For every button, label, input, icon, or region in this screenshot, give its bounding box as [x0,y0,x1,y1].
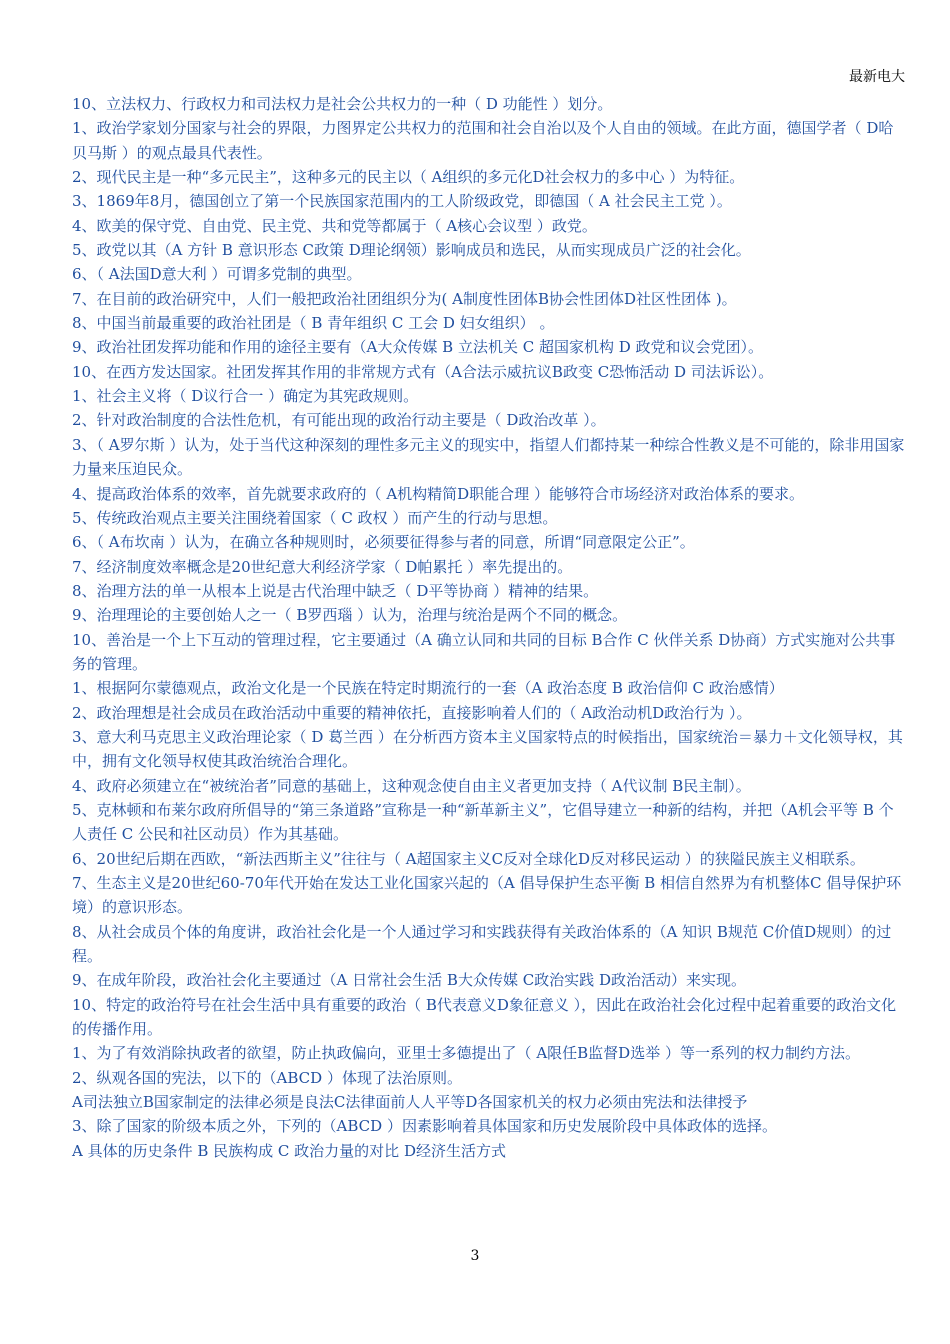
text-line: 8、治理方法的单一从根本上说是古代治理中缺乏（ D平等协商 ）精神的结果。 [72,581,599,600]
text-line: 2、纵观各国的宪法，以下的（ABCD ）体现了法治原则。 [72,1068,462,1087]
page-number: 3 [470,1248,480,1264]
text-line: 1、根据阿尔蒙德观点，政治文化是一个民族在特定时期流行的一套（A 政治态度 B 政治信仰 C 政治感情） [72,679,784,698]
text-line: 9、在成年阶段，政治社会化主要通过（A 日常社会生活 B大众传媒 C政治实践 D政治活动）来实现。 [72,971,746,990]
text-line: 9、治理理论的主要创始人之一（ B罗西瑙 ）认为，治理与统治是两个不同的概念。 [72,606,628,625]
header-note: 最新电大 [849,69,905,85]
text-line: 4、欧美的保守党、自由党、民主党、共和党等都属于（ A核心会议型 ）政党。 [72,216,597,235]
text-line: 10、善治是一个上下互动的管理过程，它主要通过（A 确立认同和共同的目标 B合作 C 伙伴关系 D协商）方式实施对公共事务的管理。 [72,630,896,673]
text-line: A司法独立B国家制定的法律必须是良法C法律面前人人平等D各国家机关的权力必须由宪法和法律授予 [72,1093,748,1112]
text-line: 2、政治理想是社会成员在政治活动中重要的精神依托，直接影响着人们的（ A政治动机D政治行为 ）。 [72,703,752,722]
text-line: 4、政府必须建立在“被统治者”同意的基础上，这种观念使自由主义者更加支持（ A代议制 B民主制）。 [72,776,751,795]
text-line: 6、（ A法国D意大利 ）可谓多党制的典型。 [72,265,362,284]
text-line: 2、针对政治制度的合法性危机，有可能出现的政治行动主要是（ D政治改革 ）。 [72,411,606,430]
text-line: 10、特定的政治符号在社会生活中具有重要的政治（ B代表意义D象征意义 ），因此在政治社会化过程中起着重要的政治文化的传播作用。 [72,995,897,1039]
text-line: 5、传统政治观点主要关注围绕着国家（ C 政权 ）而产生的行动与思想。 [72,508,558,527]
text-line: 5、克林顿和布莱尔政府所倡导的“第三条道路”宣称是一种“新革新主义”，它倡导建立一种新的结构，并把（A机会平等 B 个人责任 C 公民和社区动员）作为其基础。 [72,800,894,844]
text-line: 3、（ A罗尔斯 ）认为，处于当代这种深刻的理性多元主义的现实中，指望人们都持某一种综合性教义是不可能的，除非用国家力量来压迫民众。 [72,435,905,479]
text-line: 7、生态主义是20世纪60-70年代开始在发达工业化国家兴起的（A 倡导保护生态平衡 B 相信自然界为有机整体C 倡导保护环境）的意识形态。 [72,874,902,917]
document-body [72,92,908,1163]
text-line: 8、中国当前最重要的政治社团是（ B 青年组织 C 工会 D 妇女组织） 。 [72,314,555,333]
text-line: 10、立法权力、行政权力和司法权力是社会公共权力的一种（ D 功能性 ）划分。 [72,95,613,113]
text-line: 6、（ A布坎南 ）认为，在确立各种规则时，必须要征得参与者的同意，所谓“同意限定公正”。 [72,533,695,552]
text-line: 7、经济制度效率概念是20世纪意大利经济学家（ D帕累托 ）率先提出的。 [72,557,573,576]
text-line: 3、除了国家的阶级本质之外，下列的（ABCD ）因素影响着具体国家和历史发展阶段中具体政体的选择。 [72,1117,777,1136]
text-line: 3、1869年8月，德国创立了第一个民族国家范围内的工人阶级政党，即德国（ A 社会民主工党 ）。 [72,192,732,211]
text-line: 7、在目前的政治研究中，人们一般把政治社团组织分为( A制度性团体B协会性团体D社区性团体 )。 [72,289,737,308]
text-line: 9、政治社团发挥功能和作用的途径主要有（A大众传媒 B 立法机关 C 超国家机构 D 政党和议会党团）。 [72,338,764,357]
text-line: 10、在西方发达国家。社团发挥其作用的非常规方式有（A合法示威抗议B政变 C恐怖活动 D 司法诉讼）。 [72,362,774,381]
text-line: 1、为了有效消除执政者的欲望，防止执政偏向，亚里士多德提出了（ A限任B监督D选举 ）等一系列的权力制约方法。 [72,1044,860,1063]
text-line: 1、社会主义将（ D议行合一 ）确定为其宪政规则。 [72,387,419,406]
text-line: 8、从社会成员个体的角度讲，政治社会化是一个人通过学习和实践获得有关政治体系的（A 知识 B规范 C价值D规则）的过程。 [72,922,892,966]
text-line: 4、提高政治体系的效率，首先就要求政府的（ A机构精简D职能合理 ）能够符合市场经济对政治体系的要求。 [72,484,804,503]
text-line: 1、政治学家划分国家与社会的界限，力图界定公共权力的范围和社会自治以及个人自由的领域。在此方面，德国学者（ D哈贝马斯 ）的观点最具代表性。 [72,119,894,162]
text-line: 5、政党以其（A 方针 B 意识形态 C政策 D理论纲领）影响成员和选民，从而实现成员广泛的社会化。 [72,241,751,260]
text-line: A 具体的历史条件 B 民族构成 C 政治力量的对比 D经济生活方式 [72,1141,506,1160]
text-line: 3、意大利马克思主义政治理论家（ D 葛兰西 ）在分析西方资本主义国家特点的时候指出，国家统治＝暴力＋文化领导权，其中，拥有文化领导权使其政治统治合理化。 [72,727,903,771]
text-line: 6、20世纪后期在西欧，“新法西斯主义”往往与（ A超国家主义C反对全球化D反对移民运动 ）的狭隘民族主义相联系。 [72,849,865,868]
text-line: 2、现代民主是一种“多元民主”，这种多元的民主以（ A组织的多元化D社会权力的多中心 ）为特征。 [72,168,745,187]
